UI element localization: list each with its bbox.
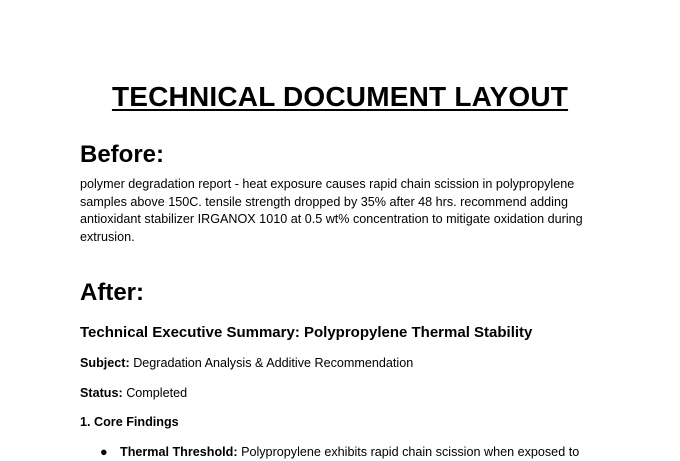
- status-line: [80, 385, 187, 402]
- before-paragraph: polymer degradation report - heat exposure causes rapid chain scission in polypropylene samples above 150C. tensile strength dropped by 35% after 48 hrs. recommend adding antioxidant stabilizer IRGANOX 1010 at 0.5 wt% concentration to mitigate oxidation during extrusion.: [80, 177, 583, 244]
- subject-line: [80, 355, 413, 372]
- executive-summary-title: Technical Executive Summary: Polypropylene Thermal Stability: [80, 324, 533, 341]
- bullet-item-thermal-threshold: [100, 444, 660, 461]
- after-heading: After:: [80, 279, 144, 306]
- subject-label: Subject:: [80, 356, 130, 370]
- status-value: Completed: [126, 386, 188, 400]
- subject-value: Degradation Analysis & Additive Recommendation: [133, 356, 414, 370]
- document-title: TECHNICAL DOCUMENT LAYOUT: [111, 81, 569, 112]
- bullet-text: Polypropylene exhibits rapid chain scission when exposed to: [241, 445, 580, 459]
- core-findings-heading: 1. Core Findings: [80, 415, 179, 429]
- status-label: Status:: [80, 386, 123, 400]
- before-heading: Before:: [80, 141, 165, 168]
- bullet-icon: ●: [100, 445, 108, 459]
- bullet-label: Thermal Threshold:: [120, 445, 238, 459]
